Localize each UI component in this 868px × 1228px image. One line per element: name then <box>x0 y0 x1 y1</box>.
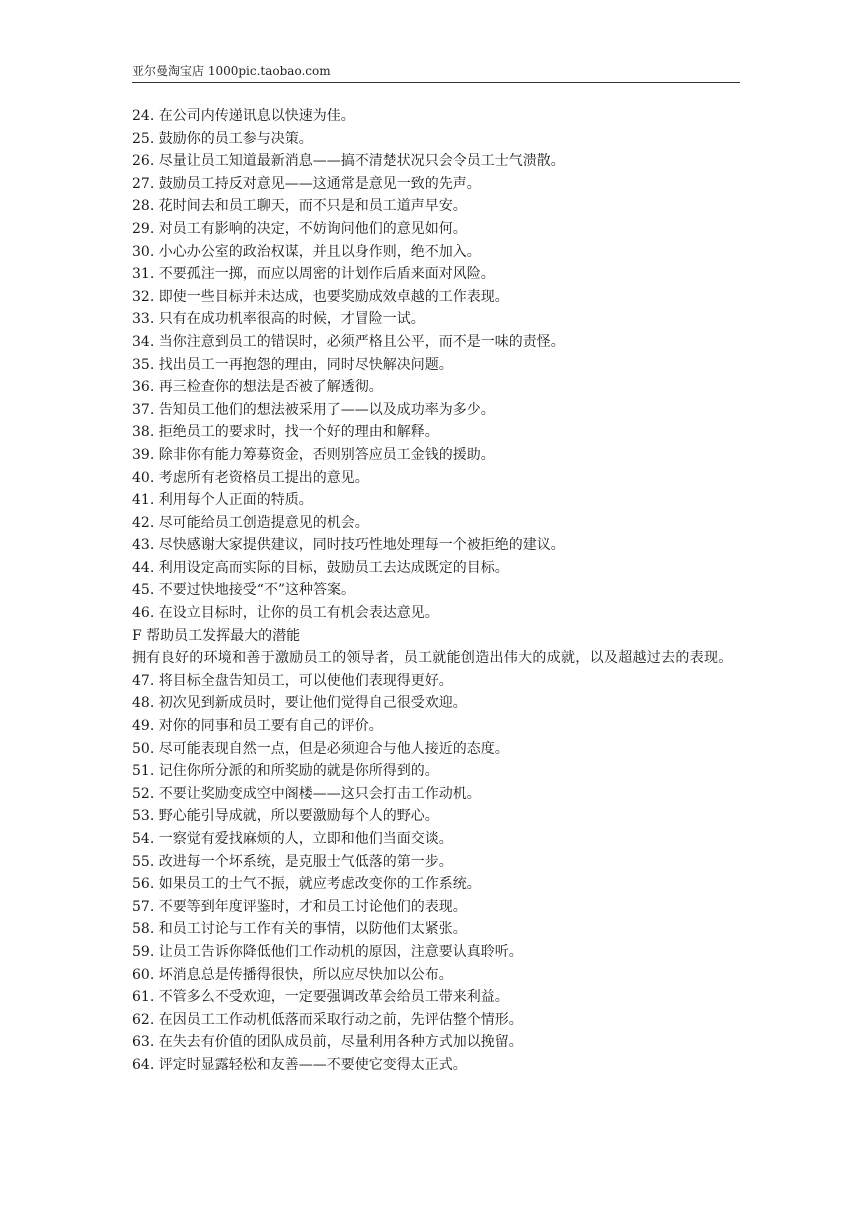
list-item: 38. 拒绝员工的要求时，找一个好的理由和解释。 <box>132 424 439 441</box>
list-item: 37. 告知员工他们的想法被采用了——以及成功率为多少。 <box>132 401 495 418</box>
list-item: 43. 尽快感谢大家提供建议，同时技巧性地处理每一个被拒绝的建议。 <box>132 537 565 554</box>
list-item: 50. 尽可能表现自然一点，但是必须迎合与他人接近的态度。 <box>132 740 509 757</box>
section-intro: 拥有良好的环境和善于激励员工的领导者，员工就能创造出伟大的成就，以及超越过去的表现。 <box>132 650 733 667</box>
tips-list-b <box>132 670 744 1077</box>
list-item: 58. 和员工讨论与工作有关的事情，以防他们太紧张。 <box>132 921 467 938</box>
list-item: 24. 在公司内传递讯息以快速为佳。 <box>132 108 355 124</box>
list-item: 48. 初次见到新成员时，要让他们觉得自己很受欢迎。 <box>132 695 467 712</box>
list-item: 62. 在因员工工作动机低落而采取行动之前，先评估整个情形。 <box>132 1011 523 1028</box>
list-item: 25. 鼓励你的员工参与决策。 <box>132 130 313 147</box>
document-body <box>132 105 744 1077</box>
list-item: 34. 当你注意到员工的错误时，必须严格且公平，而不是一味的责怪。 <box>132 333 565 350</box>
list-item: 44. 利用设定高而实际的目标，鼓励员工去达成既定的目标。 <box>132 559 509 576</box>
list-item: 51. 记住你所分派的和所奖励的就是你所得到的。 <box>132 763 439 780</box>
list-item: 42. 尽可能给员工创造提意见的机会。 <box>132 514 369 531</box>
list-item: 59. 让员工告诉你降低他们工作动机的原因，注意要认真聆听。 <box>132 943 523 960</box>
list-item: 32. 即使一些目标并未达成，也要奖励成效卓越的工作表现。 <box>132 288 509 305</box>
list-item: 55. 改进每一个坏系统，是克服士气低落的第一步。 <box>132 853 453 870</box>
section-heading: F 帮助员工发挥最大的潜能 <box>132 627 301 644</box>
list-item: 31. 不要孤注一掷，而应以周密的计划作后盾来面对风险。 <box>132 266 495 283</box>
list-item: 29. 对员工有影响的决定，不妨询问他们的意见如何。 <box>132 220 467 237</box>
list-item: 63. 在失去有价值的团队成员前，尽量利用各种方式加以挽留。 <box>132 1034 523 1051</box>
list-item: 47. 将目标全盘告知员工，可以使他们表现得更好。 <box>132 672 453 689</box>
list-item: 41. 利用每个人正面的特质。 <box>132 492 313 509</box>
list-item: 33. 只有在成功机率很高的时候，才冒险一试。 <box>132 311 425 328</box>
list-item: 35. 找出员工一再抱怨的理由，同时尽快解决问题。 <box>132 356 453 373</box>
list-item: 39. 除非你有能力筹募资金，否则别答应员工金钱的援助。 <box>132 446 495 463</box>
list-item: 27. 鼓励员工持反对意见——这通常是意见一致的先声。 <box>132 175 481 192</box>
list-item: 40. 考虑所有老资格员工提出的意见。 <box>132 469 369 486</box>
list-item: 60. 坏消息总是传播得很快，所以应尽快加以公布。 <box>132 966 453 983</box>
list-item: 28. 花时间去和员工聊天，而不只是和员工道声早安。 <box>132 198 467 215</box>
list-item: 61. 不管多么不受欢迎，一定要强调改革会给员工带来利益。 <box>132 989 509 1006</box>
page-header: 亚尔曼淘宝店 1000pic.taobao.com <box>132 64 740 83</box>
list-item: 64. 评定时显露轻松和友善——不要使它变得太正式。 <box>132 1056 467 1073</box>
list-item: 57. 不要等到年度评鉴时，才和员工讨论他们的表现。 <box>132 898 467 915</box>
list-item: 53. 野心能引导成就，所以要激励每个人的野心。 <box>132 808 439 825</box>
list-item: 36. 再三检查你的想法是否被了解透彻。 <box>132 379 383 396</box>
list-item: 52. 不要让奖励变成空中阁楼——这只会打击工作动机。 <box>132 785 481 802</box>
list-item: 30. 小心办公室的政治权谋，并且以身作则，绝不加入。 <box>132 243 481 260</box>
tips-list-a <box>132 105 744 625</box>
list-item: 26. 尽量让员工知道最新消息——搞不清楚状况只会令员工士气溃散。 <box>132 153 565 170</box>
list-item: 46. 在设立目标时，让你的员工有机会表达意见。 <box>132 605 439 622</box>
list-item: 49. 对你的同事和员工要有自己的评价。 <box>132 718 383 735</box>
list-item: 45. 不要过快地接受“不”这种答案。 <box>132 582 356 599</box>
list-item: 54. 一察觉有爱找麻烦的人，立即和他们当面交谈。 <box>132 831 453 847</box>
list-item: 56. 如果员工的士气不振，就应考虑改变你的工作系统。 <box>132 876 481 893</box>
